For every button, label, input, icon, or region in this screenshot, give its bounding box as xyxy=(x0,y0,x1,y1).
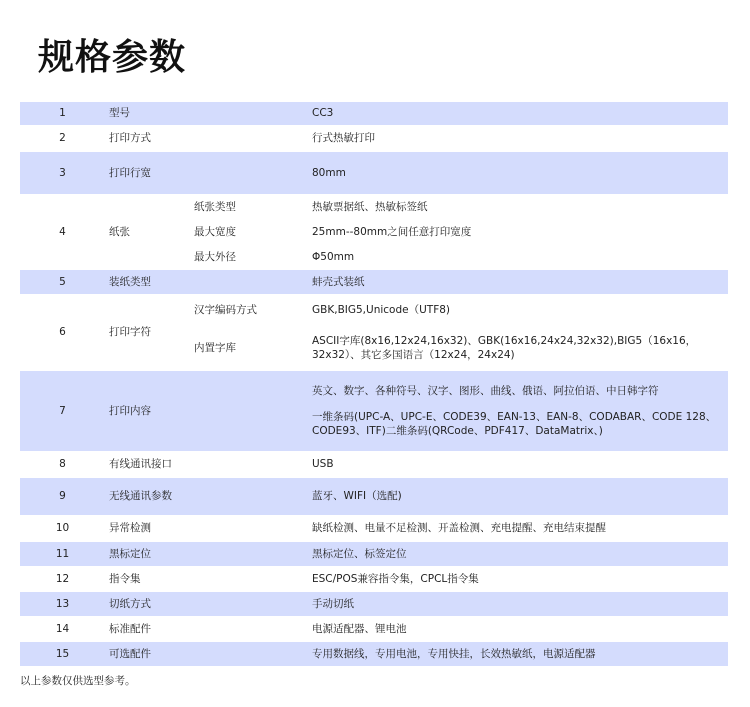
row-value: 专用数据线，专用电池，专用快挂，长效热敏纸，电源适配器 xyxy=(308,641,728,666)
row-name: 打印方式 xyxy=(105,125,308,151)
row-number: 5 xyxy=(20,269,105,294)
row-number: 15 xyxy=(20,641,105,666)
row-name: 打印字符 xyxy=(105,294,190,370)
page-title: 规格参数 xyxy=(38,37,187,78)
row-number: 10 xyxy=(20,515,105,541)
row-value: ESC/POS兼容指令集，CPCL指令集 xyxy=(308,566,728,591)
row-value xyxy=(308,370,728,451)
row-value: 行式热敏打印 xyxy=(308,125,728,151)
row-name: 无线通讯参数 xyxy=(105,477,308,515)
row-sub-label: 纸张类型 xyxy=(190,194,308,219)
table-row xyxy=(20,616,728,641)
row-number: 3 xyxy=(20,151,105,194)
table-row xyxy=(20,102,728,125)
table-row xyxy=(20,477,728,515)
table-row xyxy=(20,370,728,451)
row-value: 蓝牙、WIFI（选配) xyxy=(308,477,728,515)
row-value-line: 英文、数字、各种符号、汉字、图形、曲线、俄语、阿拉伯语、中日韩字符 xyxy=(312,384,659,397)
row-name: 切纸方式 xyxy=(105,591,308,616)
row-number: 1 xyxy=(20,102,105,125)
row-value: 黑标定位、标签定位 xyxy=(308,541,728,566)
row-sub-label: 内置字库 xyxy=(190,326,308,370)
row-value: GBK,BIG5,Unicode（UTF8) xyxy=(308,294,728,326)
row-name: 指令集 xyxy=(105,566,308,591)
row-sub-label: 汉字编码方式 xyxy=(190,294,308,326)
row-name: 打印内容 xyxy=(105,370,308,451)
row-sub-label: 最大宽度 xyxy=(190,219,308,244)
row-value: ASCII字库(8x16,12x24,16x32)、GBK(16x16,24x24,32x32),BIG5（16x16，32x32）、其它多国语言（12x24，24x24) xyxy=(308,326,728,370)
table-row xyxy=(20,566,728,591)
row-value-line: 一维条码(UPC-A、UPC-E、CODE39、EAN-13、EAN-8、CODABAR、CODE 128、CODE93、ITF)二维条码(QRCode、PDF417、DataMatrix、) xyxy=(312,410,717,437)
row-number: 12 xyxy=(20,566,105,591)
row-name: 黑标定位 xyxy=(105,541,308,566)
row-value: CC3 xyxy=(308,102,728,125)
row-name: 装纸类型 xyxy=(105,269,308,294)
row-value: 缺纸检测、电量不足检测、开盖检测、充电提醒、充电结束提醒 xyxy=(308,515,728,541)
row-name: 有线通讯接口 xyxy=(105,451,308,477)
row-number: 9 xyxy=(20,477,105,515)
spec-table xyxy=(20,102,728,667)
footnote: 以上参数仅供选型参考。 xyxy=(20,675,136,687)
row-value: 80mm xyxy=(308,151,728,194)
row-value: USB xyxy=(308,451,728,477)
row-name: 可选配件 xyxy=(105,641,308,666)
row-number: 7 xyxy=(20,370,105,451)
row-value: Φ50mm xyxy=(308,244,728,269)
table-row xyxy=(20,641,728,666)
row-number: 2 xyxy=(20,125,105,151)
row-value: 手动切纸 xyxy=(308,591,728,616)
row-value: 蚌壳式装纸 xyxy=(308,269,728,294)
row-number: 8 xyxy=(20,451,105,477)
row-name: 型号 xyxy=(105,102,308,125)
row-number: 11 xyxy=(20,541,105,566)
row-value: 25mm--80mm之间任意打印宽度 xyxy=(308,219,728,244)
table-row xyxy=(20,194,728,219)
row-name: 纸张 xyxy=(105,194,190,269)
row-number: 4 xyxy=(20,194,105,269)
table-row xyxy=(20,515,728,541)
row-value: 热敏票据纸、热敏标签纸 xyxy=(308,194,728,219)
table-row xyxy=(20,294,728,326)
row-value: 电源适配器、锂电池 xyxy=(308,616,728,641)
row-name: 打印行宽 xyxy=(105,151,308,194)
row-number: 6 xyxy=(20,294,105,370)
table-row xyxy=(20,269,728,294)
table-row xyxy=(20,591,728,616)
table-row xyxy=(20,125,728,151)
row-number: 13 xyxy=(20,591,105,616)
row-number: 14 xyxy=(20,616,105,641)
table-row xyxy=(20,541,728,566)
row-name: 标准配件 xyxy=(105,616,308,641)
table-row xyxy=(20,151,728,194)
row-name: 异常检测 xyxy=(105,515,308,541)
table-row xyxy=(20,451,728,477)
row-sub-label: 最大外径 xyxy=(190,244,308,269)
